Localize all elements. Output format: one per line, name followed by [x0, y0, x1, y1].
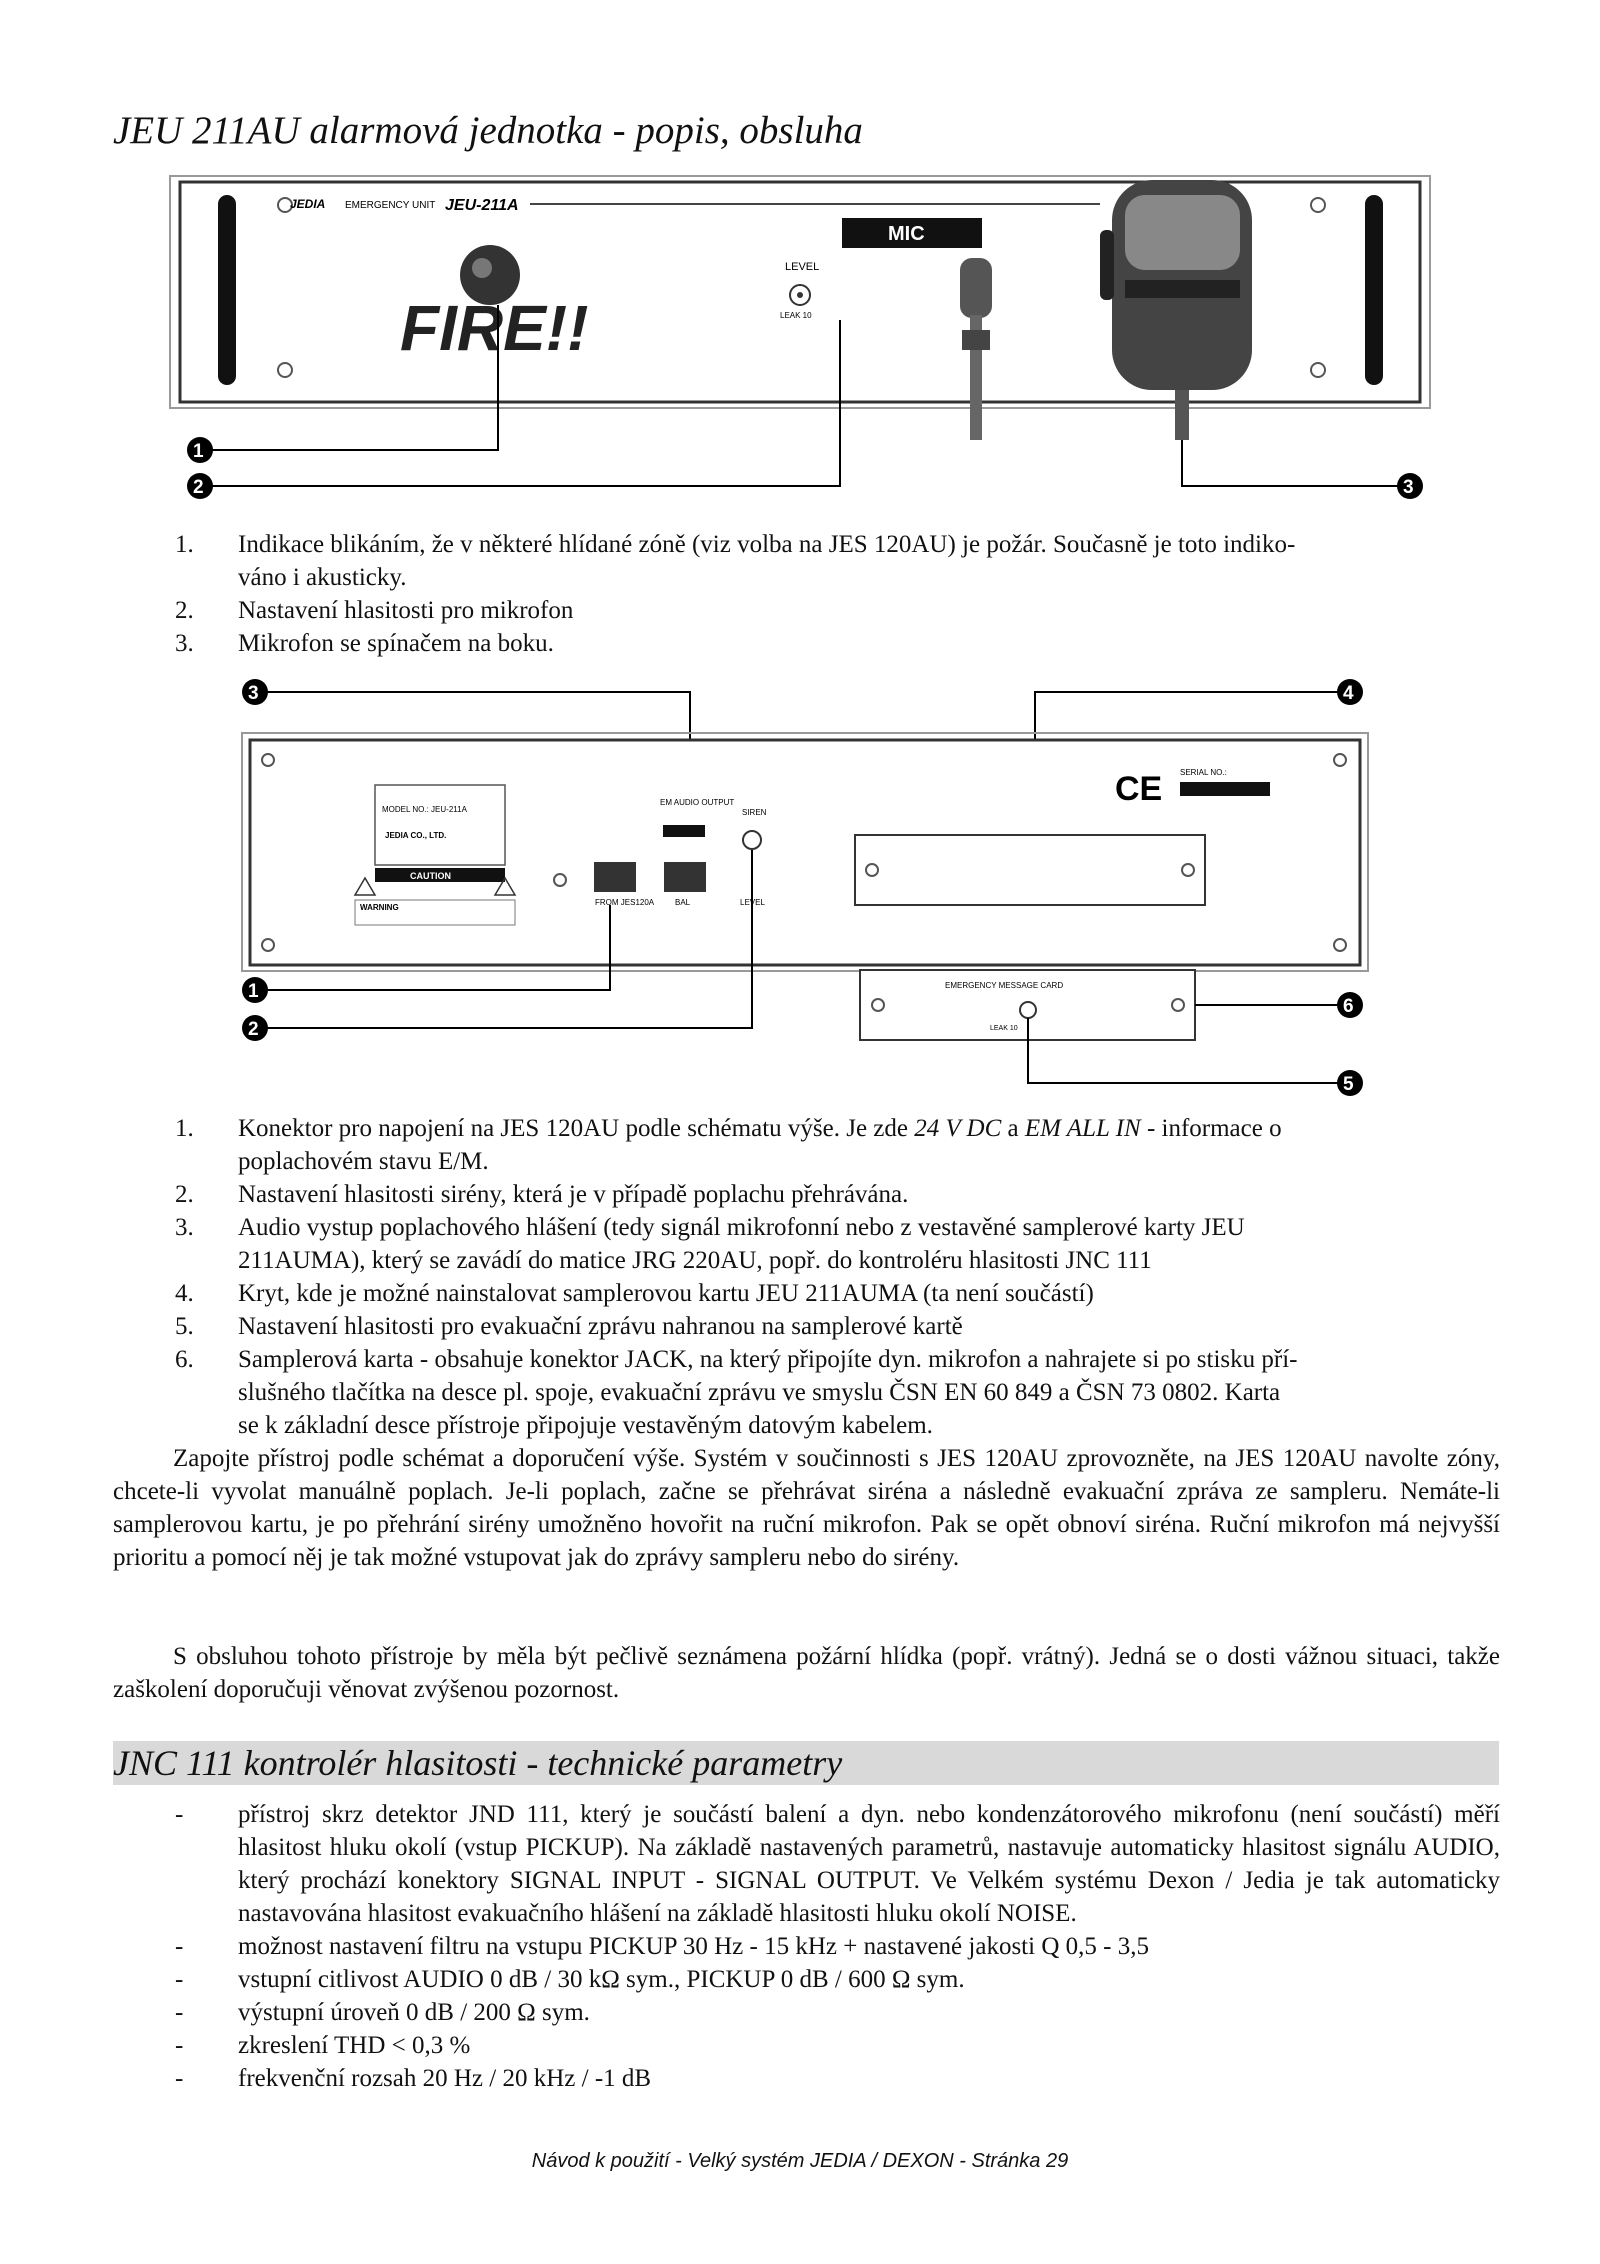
page-title: JEU 211AU alarmová jednotka - popis, obsluha: [113, 109, 863, 152]
list-line: poplachovém stavu E/M.: [238, 1148, 489, 1175]
svg-text:1: 1: [248, 981, 259, 1002]
spec-item: - vstupní citlivost AUDIO 0 dB / 30 kΩ sym., PICKUP 0 dB / 600 Ω sym.: [175, 1966, 965, 1993]
svg-text:EM AUDIO OUTPUT: EM AUDIO OUTPUT: [660, 798, 735, 807]
svg-text:1: 1: [193, 441, 204, 462]
list-line: Konektor pro napojení na JES 120AU podle schématu výše. Je zde 24 V DC a EM ALL IN - informace o: [238, 1115, 1282, 1142]
brand-logo: JEDIA: [290, 197, 326, 211]
svg-text:SERIAL NO.:: SERIAL NO.:: [1180, 768, 1227, 777]
list-line: Audio vystup poplachového hlášení (tedy signál mikrofonní nebo z vestavěné samplerové karty JEU: [238, 1214, 1245, 1241]
svg-text:CAUTION: CAUTION: [410, 871, 451, 881]
list-item: 4. Kryt, kde je možné nainstalovat samplerovou kartu JEU 211AUMA (ta není součástí): [175, 1280, 1094, 1307]
page-footer: Návod k použití - Velký systém JEDIA / DEXON - Stránka 29: [531, 2150, 1069, 2172]
svg-text:BAL: BAL: [675, 898, 691, 907]
list-item: 1. Indikace blikáním, že v některé hlídané zóně (viz volba na JES 120AU) je požár. Současně je toto indiko- váno i akusticky.: [175, 531, 1296, 591]
list-line: slušného tlačítka na desce pl. spoje, evakuační zprávu ve smyslu ČSN EN 60 849 a ČSN 73 0802. Karta: [238, 1379, 1281, 1406]
svg-text:CE: CE: [1115, 770, 1163, 808]
svg-text:EMERGENCY MESSAGE CARD: EMERGENCY MESSAGE CARD: [945, 981, 1064, 990]
svg-text:MODEL NO.: JEU-211A: MODEL NO.: JEU-211A: [382, 805, 467, 814]
svg-text:4: 4: [1343, 683, 1354, 704]
section-title: JNC 111 kontrolér hlasitosti - technické parametry: [113, 1743, 843, 1783]
spec-item: - zkreslení THD < 0,3 %: [175, 2032, 471, 2059]
svg-text:LEAK 10: LEAK 10: [780, 311, 812, 320]
spec-list: [175, 1798, 1500, 2095]
rear-panel-list: [175, 1112, 1500, 1442]
list-item: 1. Konektor pro napojení na JES 120AU podle schématu výše. Je zde 24 V DC a EM ALL IN - informace o poplachovém stavu E/M.: [175, 1115, 1282, 1175]
svg-text:3: 3: [248, 683, 259, 704]
svg-text:5: 5: [1343, 1074, 1354, 1095]
list-item: 6. Samplerová karta - obsahuje konektor JACK, na který připojíte dyn. mikrofon a nahrajete si po stisku pří- slušného tlačítka na desce pl. spoje, evakuační zprávu ve smyslu ČSN EN 60 849 a ČSN 73 0802. Karta se k základní desce přístroje připojuje vestavěným datovým kabelem.: [175, 1346, 1298, 1439]
level-label: LEVEL: [785, 261, 820, 273]
model-label: JEU-211A: [445, 197, 519, 214]
spec-item: - frekvenční rozsah 20 Hz / 20 kHz / -1 dB: [175, 2065, 652, 2092]
list-item: 5. Nastavení hlasitosti pro evakuační zprávu nahranou na samplerové kartě: [175, 1313, 963, 1340]
svg-text:2: 2: [248, 1019, 259, 1040]
svg-text:LEVEL: LEVEL: [740, 898, 765, 907]
svg-text:WARNING: WARNING: [360, 903, 399, 912]
list-item: 2. Nastavení hlasitosti pro mikrofon: [175, 597, 574, 624]
list-line: Samplerová karta - obsahuje konektor JACK, na který připojíte dyn. mikrofon a nahrajete si po stisku pří-: [238, 1346, 1298, 1373]
list-item: 2. Nastavení hlasitosti sirény, která je v případě poplachu přehrávána.: [175, 1181, 909, 1208]
list-item: 3. Mikrofon se spínačem na boku.: [175, 630, 554, 657]
svg-text:FROM JES120A: FROM JES120A: [595, 898, 655, 907]
mic-label: MIC: [888, 223, 925, 245]
list-item: 3. Audio vystup poplachového hlášení (tedy signál mikrofonní nebo z vestavěné samplerové karty JEU 211AUMA), který se zavádí do matice JRG 220AU, popř. do kontroléru hlasitosti JNC 111: [175, 1214, 1245, 1274]
svg-text:JEDIA CO., LTD.: JEDIA CO., LTD.: [385, 831, 447, 840]
list-line: Nastavení hlasitosti sirény, která je v případě poplachu přehrávána.: [238, 1181, 909, 1208]
svg-text:LEAK 10: LEAK 10: [990, 1025, 1018, 1032]
spec-item: - výstupní úroveň 0 dB / 200 Ω sym.: [175, 1999, 590, 2026]
list-line: 211AUMA), který se zavádí do matice JRG 220AU, popř. do kontroléru hlasitosti JNC 111: [238, 1247, 1152, 1274]
rear-panel-figure: [0, 0, 1600, 1110]
from-connector: [594, 862, 636, 892]
svg-text:SIREN: SIREN: [742, 808, 767, 817]
svg-text:2: 2: [193, 477, 204, 498]
list-line: Kryt, kde je možné nainstalovat samplerovou kartu JEU 211AUMA (ta není součástí): [238, 1280, 1094, 1307]
list-line: se k základní desce přístroje připojuje vestavěným datovým kabelem.: [238, 1412, 933, 1439]
svg-text:6: 6: [1343, 996, 1354, 1017]
unit-label: EMERGENCY UNIT: [345, 200, 436, 211]
usage-paragraph: Zapojte přístroj podle schémat a doporučení výše. Systém v součinnosti s JES 120AU zprovozněte, na JES 120AU navolte zóny, chcete-li vyvolat manuálně poplach. Je-li poplach, začne se přehrávat siréna a následně evakuační zpráva ze sampleru. Nemáte-li samplerovou kartu, je po přehrání sirény umožněno hovořit na ruční mikrofon. Pak se opět obnoví siréna. Ruční mikrofon má nejvyšší prioritu a pomocí něj je tak možné vstupovat jak do zprávy sampleru nebo do sirény.: [113, 1445, 1500, 1571]
spec-item: - přístroj skrz detektor JND 111, který je součástí balení a dyn. nebo kondenzátorového mikrofonu (není součástí) měří hlasitost hluku okolí (vstup PICKUP). Na základě nastavených parametrů, nastavuje automaticky hlasitost signálu AUDIO, který prochází konektory SIGNAL INPUT - SIGNAL OUTPUT. Ve Velkém systému Dexon / Jedia je tak automaticky nastavována hlasitost evakuačního hlášení na základě hlasitosti hluku okolí NOISE.: [175, 1801, 1500, 1927]
svg-text:3: 3: [1403, 477, 1414, 498]
bal-connector: [664, 862, 706, 892]
fire-text: FIRE!!: [400, 292, 589, 364]
list-line: Nastavení hlasitosti pro evakuační zprávu nahranou na samplerové kartě: [238, 1313, 963, 1340]
training-paragraph: S obsluhou tohoto přístroje by měla být pečlivě seznámena požární hlídka (popř. vrátný). Jedná se o dosti vážnou situaci, takže zaškolení doporučuji věnovat zvýšenou pozornost.: [113, 1643, 1500, 1703]
spec-item: - možnost nastavení filtru na vstupu PICKUP 30 Hz - 15 kHz + nastavené jakosti Q 0,5 - 3,5: [175, 1933, 1149, 1960]
